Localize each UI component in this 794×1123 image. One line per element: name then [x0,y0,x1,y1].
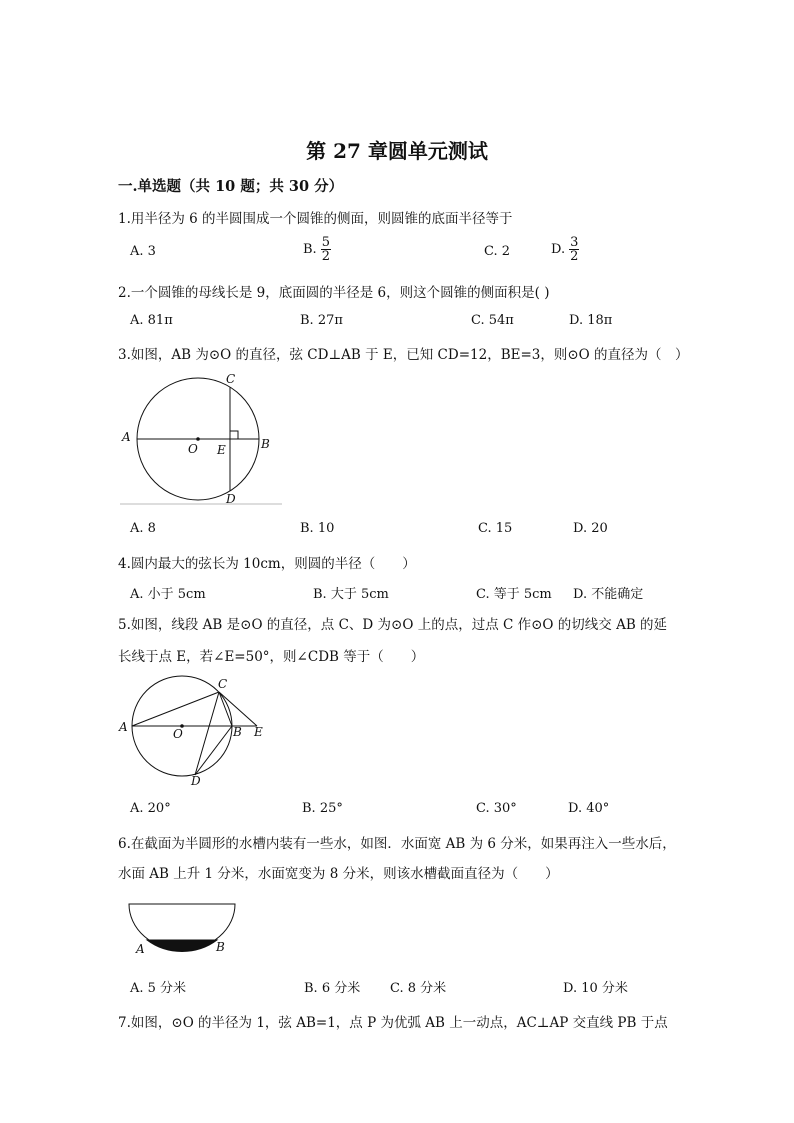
question-6-text-line2: 水面 AB 上升 1 分米，水面宽变为 8 分米，则该水槽截面直径为（ ） [118,866,559,882]
q5-label-e: E [254,725,263,739]
q5-label-b: B [233,725,242,739]
question-2-text: 2.一个圆锥的母线长是 9，底面圆的半径是 6，则这个圆锥的侧面积是( ) [118,285,550,301]
q1-option-d-fraction [569,236,579,263]
q1-option-b-label: B. [303,242,317,257]
q2-option-b: B. 27π [300,313,343,328]
q3-circle-figure [112,368,292,510]
q3-option-d: D. 20 [573,521,608,536]
q1-option-a: A. 3 [130,244,156,259]
question-6-text-line1: 6.在截面为半圆形的水槽内装有一些水，如图．水面宽 AB 为 6 分米，如果再注入一些水后， [118,836,676,852]
q5-label-a: A [119,720,128,734]
fraction-denominator: 2 [321,249,330,264]
q5-segment-ac [132,692,219,726]
page-title: 第 27 章圆单元测试 [306,139,488,163]
q6-label-a: A [136,942,145,956]
q3-label-a: A [122,430,131,444]
question-3-text: 3.如图，AB 为⊙O 的直径，弦 CD⊥AB 于 E，已知 CD=12，BE=3，则⊙O 的直径为（ ） [118,347,689,363]
q6-option-a: A. 5 分米 [130,981,187,996]
question-4-text: 4.圆内最大的弦长为 10cm，则圆的半径（ ） [118,556,416,572]
q3-option-c: C. 15 [478,521,513,536]
q6-option-c: C. 8 分米 [390,981,447,996]
q3-option-b: B. 10 [300,521,335,536]
q6-trough-figure [122,898,242,960]
q5-option-d: D. 40° [568,801,610,816]
q4-option-b: B. 大于 5cm [313,587,389,602]
q5-label-o: O [173,727,183,741]
q3-label-b: B [261,437,270,451]
q6-option-d: D. 10 分米 [563,981,628,996]
question-1-text: 1.用半径为 6 的半圆围成一个圆锥的侧面，则圆锥的底面半径等于 [118,211,513,227]
q5-segment-cb [219,692,232,726]
question-5-text-line1: 5.如图，线段 AB 是⊙O 的直径，点 C、D 为⊙O 上的点，过点 C 作⊙O 的切线交 AB 的延 [118,617,668,633]
q1-option-b-fraction [321,236,331,263]
q3-label-d: D [226,492,236,506]
q6-label-b: B [216,940,225,954]
q6-water [147,940,217,951]
q1-option-b [303,236,331,263]
question-5-text-line2: 长线于点 E，若∠E=50°，则∠CDB 等于（ ） [118,649,425,665]
q6-option-b: B. 6 分米 [304,981,361,996]
q2-option-d: D. 18π [569,313,613,328]
q1-option-d [551,236,579,263]
q2-option-c: C. 54π [471,313,514,328]
q1-option-d-label: D. [551,242,566,257]
fraction-numerator: 5 [321,235,330,250]
q2-option-a: A. 81π [130,313,173,328]
q5-option-c: C. 30° [476,801,517,816]
q3-label-o: O [188,442,198,456]
q3-right-angle-mark [230,431,238,439]
q5-segment-db [195,726,232,775]
fraction-denominator: 2 [570,249,579,264]
section-heading: 一.单选题（共 10 题；共 30 分） [118,178,344,195]
q5-tangent-ce [219,692,257,726]
q3-label-e: E [217,443,226,457]
q4-option-c: C. 等于 5cm [476,587,552,602]
q5-label-c: C [218,677,228,691]
q4-option-a: A. 小于 5cm [130,587,206,602]
q3-option-a: A. 8 [130,521,156,536]
q5-circle-figure [112,673,272,791]
q5-label-d: D [191,774,201,788]
q4-option-d: D. 不能确定 [573,587,644,602]
q5-option-a: A. 20° [130,801,171,816]
question-7-text: 7.如图，⊙O 的半径为 1，弦 AB=1，点 P 为优弧 AB 上一动点，AC⊥AP 交直线 PB 于点 [118,1015,668,1031]
q3-center-dot [196,437,200,441]
fraction-numerator: 3 [570,235,579,250]
q3-label-c: C [226,372,236,386]
q1-option-c: C. 2 [484,244,511,259]
q5-option-b: B. 25° [302,801,343,816]
